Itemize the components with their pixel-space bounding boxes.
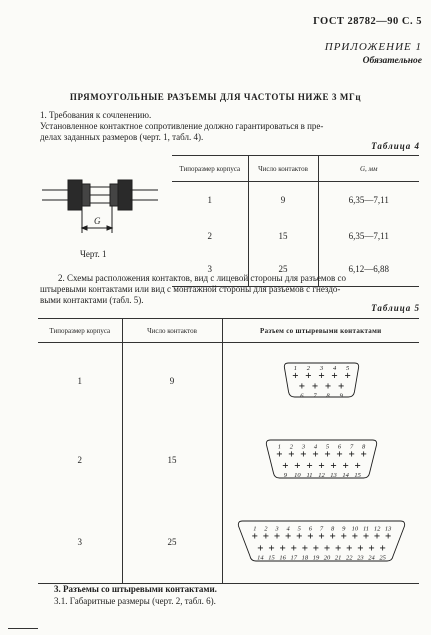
table4 xyxy=(172,155,419,287)
pin-number: 12 xyxy=(317,472,325,480)
pin-marker: + xyxy=(312,542,319,554)
table5-diagram-cell xyxy=(222,419,419,501)
pin-number: 3 xyxy=(319,365,323,373)
table5-header-count: Число контактов xyxy=(122,319,222,343)
pin-marker: + xyxy=(317,530,325,542)
pin-number: 11 xyxy=(305,472,312,480)
pin-number: 9 xyxy=(338,392,343,400)
pin-number: 14 xyxy=(256,554,264,562)
pin-number: 4 xyxy=(332,365,336,373)
table5 xyxy=(38,318,419,584)
page-header: ГОСТ 28782—90 С. 5 xyxy=(313,16,422,27)
pin-number: 8 xyxy=(325,392,330,400)
pin-number: 5 xyxy=(325,443,329,451)
pin-number: 24 xyxy=(367,554,375,562)
pin-number: 6 xyxy=(308,525,312,533)
pin-marker: + xyxy=(262,530,269,542)
pin-number: 5 xyxy=(297,525,301,533)
pin-marker: + xyxy=(384,530,391,542)
pin-marker: + xyxy=(311,449,318,461)
pin-number: 10 xyxy=(293,472,301,480)
pin-marker: + xyxy=(299,449,306,461)
pin-marker: + xyxy=(373,530,380,542)
pin-number: 4 xyxy=(313,443,317,451)
pin-marker: + xyxy=(331,370,338,382)
appendix-title: ПРИЛОЖЕНИЕ 1 xyxy=(324,41,422,53)
pin-marker: + xyxy=(291,370,298,382)
pin-number: 20 xyxy=(323,554,330,562)
pin-number: 7 xyxy=(312,392,317,400)
pin-number: 4 xyxy=(286,525,290,533)
table5-size: 3 xyxy=(38,501,122,584)
section1-line2: Установленное контактное сопротивление должно гарантироваться в пре- xyxy=(40,121,324,131)
pin-number: 13 xyxy=(329,472,337,480)
table5-count: 15 xyxy=(122,419,222,501)
pin-number: 25 xyxy=(378,554,386,562)
figure1-caption: Черт. 1 xyxy=(80,249,107,259)
pin-number: 5 xyxy=(345,365,349,373)
pin-number: 14 xyxy=(341,472,349,480)
pin-marker: + xyxy=(284,530,291,542)
pin-marker: + xyxy=(379,542,386,554)
table4-cell: 9 xyxy=(248,182,318,219)
section2-line1: 2. Схемы расположения контактов, вид с лицевой стороны для разъемов со xyxy=(58,273,347,283)
pin-marker: + xyxy=(329,530,336,542)
pin-marker: + xyxy=(367,542,375,554)
section1-line3: делах заданных размеров (черт. 1, табл. 4). xyxy=(40,132,204,142)
pin-marker: + xyxy=(256,542,263,554)
pin-number: 21 xyxy=(334,554,341,562)
table5-diagram-cell xyxy=(222,501,419,584)
table4-caption: Таблица 4 xyxy=(371,141,420,151)
table4-cell: 15 xyxy=(248,219,318,253)
table4-cell: 2 xyxy=(172,219,248,253)
pin-number: 19 xyxy=(312,554,319,562)
pin-marker: + xyxy=(287,449,294,461)
pin-number: 6 xyxy=(337,443,341,451)
footer-rule xyxy=(8,628,38,629)
pin-marker: + xyxy=(356,542,363,554)
pin-number: 16 xyxy=(278,554,286,562)
pin-number: 10 xyxy=(351,525,358,533)
pin-number: 7 xyxy=(349,443,353,451)
pin-marker: + xyxy=(324,380,331,392)
pin-number: 3 xyxy=(274,525,279,533)
pin-marker: + xyxy=(304,370,311,382)
pin-number: 2 xyxy=(289,443,293,451)
pin-number: 6 xyxy=(299,392,304,400)
table4-cell: 6,35—7,11 xyxy=(318,182,419,219)
pin-number: 13 xyxy=(384,525,391,533)
pin-marker: + xyxy=(362,530,369,542)
connector-drawing xyxy=(40,178,160,246)
pin-number: 22 xyxy=(345,554,353,562)
pin-marker: + xyxy=(317,370,325,382)
appendix-subtitle: Обязательное xyxy=(362,56,422,66)
table4-cell: 3 xyxy=(172,253,248,287)
pin-number: 11 xyxy=(362,525,369,533)
table5-diagram-cell xyxy=(222,343,419,420)
pin-marker: + xyxy=(348,449,355,461)
pin-number: 9 xyxy=(341,525,345,533)
table-row xyxy=(172,182,419,219)
section3-line2: 3.1. Габаритные размеры (черт. 2, табл. 6). xyxy=(54,596,216,606)
pin-marker: + xyxy=(317,460,325,472)
table4-header-g: G, мм xyxy=(318,156,419,182)
table4-cell: 6,35—7,11 xyxy=(318,219,419,253)
pin-number: 23 xyxy=(356,554,364,562)
table-row xyxy=(172,219,419,253)
pin-number: 9 xyxy=(283,472,287,480)
table5-count: 25 xyxy=(122,501,222,584)
dimension-label-g: G xyxy=(94,216,101,226)
pin-layout-15 xyxy=(223,419,420,499)
pin-number: 12 xyxy=(373,525,380,533)
pin-number: 1 xyxy=(293,365,297,373)
section3-line1: 3. Разъемы со штыревыми контактами. xyxy=(54,584,217,594)
table4-cell: 6,12—6,88 xyxy=(318,253,419,287)
pin-marker: + xyxy=(251,530,258,542)
pin-marker: + xyxy=(306,530,313,542)
pin-number: 1 xyxy=(252,525,256,533)
pin-marker: + xyxy=(334,542,341,554)
pin-number: 17 xyxy=(289,554,297,562)
pin-marker: + xyxy=(344,370,351,382)
page-title: ПРЯМОУГОЛЬНЫЕ РАЗЪЕМЫ ДЛЯ ЧАСТОТЫ НИЖЕ 3 МГц xyxy=(69,92,362,102)
table5-caption: Таблица 5 xyxy=(371,303,420,313)
pin-marker: + xyxy=(295,530,302,542)
pin-number: 2 xyxy=(263,525,268,533)
pin-marker: + xyxy=(360,449,367,461)
table-row xyxy=(38,343,419,420)
pin-marker: + xyxy=(311,380,318,392)
pin-marker: + xyxy=(323,542,330,554)
pin-marker: + xyxy=(324,449,331,461)
pin-number: 2 xyxy=(306,365,310,373)
pin-marker: + xyxy=(337,380,344,392)
pin-layout-25 xyxy=(223,501,420,581)
pin-number: 8 xyxy=(361,443,365,451)
pin-marker: + xyxy=(301,542,308,554)
table4-header-size: Типоразмер корпуса xyxy=(172,156,248,182)
pin-number: 15 xyxy=(353,472,361,480)
pin-marker: + xyxy=(330,460,337,472)
pin-marker: + xyxy=(275,449,282,461)
pin-marker: + xyxy=(354,460,361,472)
section2-line2: штыревыми контактами или вид с монтажной стороны для разъемов с гнездо- xyxy=(40,284,341,294)
table5-size: 2 xyxy=(38,419,122,501)
pin-number: 8 xyxy=(330,525,334,533)
pin-marker: + xyxy=(273,530,280,542)
pin-marker: + xyxy=(290,542,297,554)
pin-number: 3 xyxy=(301,443,305,451)
table-row xyxy=(38,419,419,501)
pin-layout-9 xyxy=(223,343,420,417)
table5-header-connector: Разъем со штыревыми контактами xyxy=(222,319,419,343)
pin-number: 7 xyxy=(319,525,323,533)
pin-marker: + xyxy=(336,449,343,461)
pin-number: 15 xyxy=(267,554,275,562)
table4-header-count: Число контактов xyxy=(248,156,318,182)
section1-line1: 1. Требования к сочленению. xyxy=(40,110,152,120)
pin-marker: + xyxy=(281,460,288,472)
pin-marker: + xyxy=(267,542,275,554)
pin-marker: + xyxy=(345,542,352,554)
table5-count: 9 xyxy=(122,343,222,420)
pin-marker: + xyxy=(298,380,305,392)
pin-marker: + xyxy=(342,460,349,472)
pin-marker: + xyxy=(340,530,347,542)
pin-marker: + xyxy=(279,542,286,554)
pin-marker: + xyxy=(351,530,358,542)
pin-number: 1 xyxy=(277,443,281,451)
table5-header-size: Типоразмер корпуса xyxy=(38,319,122,343)
pin-number: 18 xyxy=(301,554,308,562)
pin-marker: + xyxy=(305,460,312,472)
table-row xyxy=(38,501,419,584)
table4-cell: 25 xyxy=(248,253,318,287)
table5-size: 1 xyxy=(38,343,122,420)
table4-cell: 1 xyxy=(172,182,248,219)
pin-marker: + xyxy=(293,460,300,472)
section2-line3: выми контактами (табл. 5). xyxy=(40,295,144,305)
